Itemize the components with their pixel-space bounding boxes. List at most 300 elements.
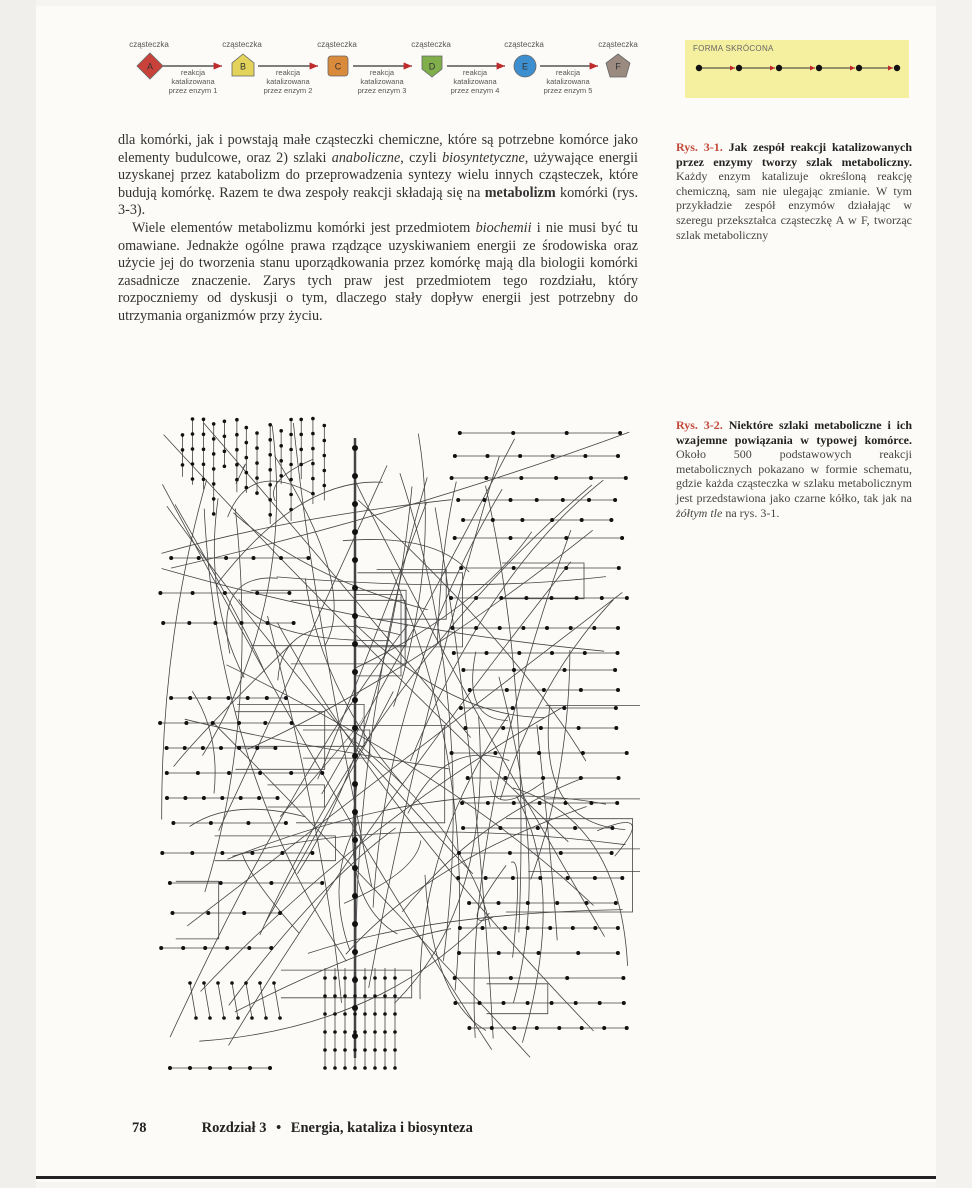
metabolite-dot <box>191 462 195 466</box>
short-dot-d <box>816 65 822 71</box>
metabolite-dot <box>457 851 461 855</box>
metabolite-dot <box>559 851 563 855</box>
molecule-label-e: cząsteczka <box>504 40 544 49</box>
metabolite-dot <box>589 801 593 805</box>
metabolite-dot <box>223 435 227 439</box>
metabolite-dot <box>276 796 280 800</box>
metabolite-dot <box>255 446 259 450</box>
metabolite-dot <box>343 1030 347 1034</box>
molecule-label-b: cząsteczka <box>222 40 262 49</box>
metabolite-dot <box>459 566 463 570</box>
metabolite-dot <box>466 776 470 780</box>
metabolite-dot <box>352 473 358 479</box>
metabolite-dot <box>491 518 495 522</box>
metabolite-dot <box>242 911 246 915</box>
metabolite-dot <box>564 536 568 540</box>
metabolite-dot <box>289 433 293 437</box>
metabolite-dot <box>269 946 273 950</box>
short-dot-c <box>776 65 782 71</box>
metabolite-dot <box>245 426 249 430</box>
metabolite-dot <box>255 491 259 495</box>
metabolite-dot <box>279 429 283 433</box>
enzyme-label-1: reakcja katalizowana przez enzym 1 <box>168 68 218 95</box>
metabolite-dot <box>216 981 220 985</box>
metabolite-dot <box>237 746 241 750</box>
metabolite-dot <box>268 513 272 517</box>
metabolite-dot <box>181 433 185 437</box>
metabolite-dot <box>171 911 175 915</box>
molecule-a-letter: A <box>146 61 154 72</box>
metabolite-dot <box>620 876 624 880</box>
metabolite-dot <box>580 518 584 522</box>
metabolite-dot <box>575 596 579 600</box>
pathway-line <box>491 781 543 800</box>
metabolite-dot <box>563 668 567 672</box>
metabolite-dot <box>602 1026 606 1030</box>
metabolite-dot <box>245 456 249 460</box>
metabolite-dot <box>383 1012 387 1016</box>
metabolite-dot <box>452 651 456 655</box>
metabolite-dot <box>235 433 239 437</box>
pathway-line <box>597 822 632 856</box>
metabolite-dot <box>299 433 303 437</box>
metabolite-dot <box>225 946 229 950</box>
metabolite-dot <box>168 1066 172 1070</box>
metabolite-dot <box>255 591 259 595</box>
metabolite-dot <box>502 1001 506 1005</box>
metabolite-dot <box>453 1001 457 1005</box>
metabolite-dot <box>484 476 488 480</box>
metabolite-dot <box>168 881 172 885</box>
metabolite-dot <box>333 976 337 980</box>
body-text <box>118 132 638 326</box>
metabolite-dot <box>320 771 324 775</box>
metabolite-dot <box>279 556 283 560</box>
metabolite-dot <box>450 751 454 755</box>
metabolite-dot <box>235 448 239 452</box>
metabolite-dot <box>453 536 457 540</box>
metabolite-dot <box>352 557 358 563</box>
metabolite-dot <box>323 994 327 998</box>
metabolite-dot <box>268 423 272 427</box>
metabolic-network-diagram <box>150 408 640 1083</box>
metabolite-dot <box>616 651 620 655</box>
molecule-c-letter: C <box>334 61 342 72</box>
metabolite-dot <box>545 626 549 630</box>
metabolite-dot <box>485 651 489 655</box>
metabolite-dot <box>264 1016 268 1020</box>
pathway-line <box>268 785 325 807</box>
metabolite-dot <box>292 621 296 625</box>
metabolite-dot <box>212 467 216 471</box>
metabolite-dot <box>352 585 358 591</box>
metabolite-dot <box>333 1030 337 1034</box>
metabolite-dot <box>450 626 454 630</box>
metabolite-dot <box>343 1012 347 1016</box>
metabolite-dot <box>520 518 524 522</box>
metabolite-dot <box>581 751 585 755</box>
metabolite-dot <box>279 474 283 478</box>
metabolite-dot <box>165 746 169 750</box>
metabolite-dot <box>456 498 460 502</box>
metabolite-dot <box>373 1012 377 1016</box>
metabolite-dot <box>613 498 617 502</box>
metabolite-dot <box>250 1016 254 1020</box>
metabolite-dot <box>272 981 276 985</box>
metabolite-dot <box>183 796 187 800</box>
enzyme-label-2: reakcja katalizowana przez enzym 2 <box>263 68 313 95</box>
page-edge <box>936 0 972 1188</box>
metabolite-dot <box>524 596 528 600</box>
metabolite-dot <box>223 465 227 469</box>
metabolite-dot <box>323 439 327 443</box>
pathway-line <box>246 983 252 1018</box>
pathway-line <box>356 477 427 995</box>
metabolite-dot <box>512 668 516 672</box>
metabolite-dot <box>273 746 277 750</box>
metabolite-dot <box>268 438 272 442</box>
metabolite-dot <box>161 621 165 625</box>
metabolite-dot <box>278 1016 282 1020</box>
metabolite-dot <box>211 721 215 725</box>
metabolite-dot <box>383 994 387 998</box>
metabolite-dot <box>212 482 216 486</box>
metabolite-dot <box>212 512 216 516</box>
metabolite-dot <box>511 431 515 435</box>
pathway-line <box>353 786 398 934</box>
metabolite-dot <box>333 1066 337 1070</box>
metabolite-dot <box>191 432 195 436</box>
metabolite-dot <box>616 951 620 955</box>
molecule-e-letter: E <box>521 61 529 72</box>
enzyme-label-4: reakcja katalizowana przez enzym 4 <box>450 68 500 95</box>
metabolite-dot <box>245 471 249 475</box>
metabolite-dot <box>393 976 397 980</box>
metabolite-dot <box>311 477 315 481</box>
metabolite-dot <box>299 448 303 452</box>
metabolite-dot <box>235 418 239 422</box>
metabolite-dot <box>202 981 206 985</box>
metabolite-dot <box>624 476 628 480</box>
metabolite-dot <box>613 668 617 672</box>
metabolite-dot <box>373 1048 377 1052</box>
metabolite-dot <box>373 976 377 980</box>
metabolite-dot <box>323 1066 327 1070</box>
short-form-title: FORMA SKRÓCONA <box>693 44 774 53</box>
metabolite-dot <box>191 447 195 451</box>
metabolite-dot <box>284 821 288 825</box>
metabolite-dot <box>461 826 465 830</box>
metabolite-dot <box>493 751 497 755</box>
pathway-line <box>281 970 412 998</box>
metabolite-dot <box>158 721 162 725</box>
metabolite-dot <box>219 881 223 885</box>
metabolite-dot <box>497 951 501 955</box>
metabolite-dot <box>353 976 357 980</box>
metabolite-dot <box>503 776 507 780</box>
metabolite-dot <box>583 454 587 458</box>
metabolite-dot <box>323 454 327 458</box>
metabolite-dot <box>561 498 565 502</box>
short-dot-f <box>894 65 900 71</box>
metabolite-dot <box>187 621 191 625</box>
metabolite-dot <box>209 821 213 825</box>
metabolite-dot <box>550 518 554 522</box>
pathway-line <box>506 819 633 912</box>
molecule-label-c: cząsteczka <box>317 40 357 49</box>
metabolite-dot <box>212 422 216 426</box>
metabolite-dot <box>159 946 163 950</box>
metabolite-dot <box>498 826 502 830</box>
metabolite-dot <box>343 1048 347 1052</box>
metabolite-dot <box>517 651 521 655</box>
metabolite-dot <box>460 801 464 805</box>
pathway-line <box>185 719 449 769</box>
metabolite-dot <box>184 721 188 725</box>
metabolite-dot <box>616 626 620 630</box>
metabolite-dot <box>526 926 530 930</box>
metabolite-dot <box>554 476 558 480</box>
metabolite-dot <box>333 1048 337 1052</box>
metabolite-dot <box>569 626 573 630</box>
metabolite-dot <box>323 976 327 980</box>
metabolite-dot <box>579 776 583 780</box>
metabolite-dot <box>464 726 468 730</box>
metabolite-dot <box>250 851 254 855</box>
metabolite-dot <box>223 420 227 424</box>
metabolite-dot <box>289 448 293 452</box>
metabolite-dot <box>353 1048 357 1052</box>
pathway-line <box>273 459 313 501</box>
metabolite-dot <box>352 669 358 675</box>
metabolite-dot <box>289 493 293 497</box>
caption-figure-3-1: Rys. 3-1. Jak zespół reakcji katalizowanych przez enzymy tworzy szlak metaboliczny. Każdy enzym katalizuje określoną reakcję chemiczną, sam nie ulegając zmianie. W tym przykładzie zespół enzymów działając w szeregu przekształca cząsteczkę A w F, tworząc szlak metaboliczny <box>676 140 912 242</box>
metabolite-dot <box>521 626 525 630</box>
metabolite-dot <box>501 726 505 730</box>
metabolite-dot <box>461 668 465 672</box>
metabolite-dot <box>481 926 485 930</box>
pathway-line <box>513 788 628 966</box>
metabolite-dot <box>320 881 324 885</box>
metabolite-dot <box>171 821 175 825</box>
metabolite-dot <box>565 976 569 980</box>
metabolite-dot <box>363 1048 367 1052</box>
pathway-line <box>167 506 473 874</box>
metabolite-dot <box>352 781 358 787</box>
metabolite-dot <box>290 721 294 725</box>
metabolite-dot <box>616 688 620 692</box>
metabolite-dot <box>550 596 554 600</box>
pathway-line <box>346 807 587 955</box>
metabolite-dot <box>618 431 622 435</box>
metabolite-dot <box>393 1048 397 1052</box>
metabolite-dot <box>393 1066 397 1070</box>
metabolite-dot <box>289 463 293 467</box>
metabolite-dot <box>240 621 244 625</box>
metabolite-dot <box>564 566 568 570</box>
pathway-line <box>176 881 219 939</box>
molecule-d-letter: D <box>428 61 436 72</box>
metabolite-dot <box>237 721 241 725</box>
metabolite-dot <box>248 1066 252 1070</box>
pathway-line <box>408 755 510 813</box>
metabolite-dot <box>352 865 358 871</box>
metabolite-dot <box>616 926 620 930</box>
metabolite-dot <box>490 1026 494 1030</box>
metabolite-dot <box>620 536 624 540</box>
metabolite-dot <box>352 893 358 899</box>
metabolite-dot <box>579 688 583 692</box>
metabolite-dot <box>518 454 522 458</box>
enzyme-label-5: reakcja katalizowana przez enzym 5 <box>543 68 593 95</box>
metabolite-dot <box>352 949 358 955</box>
metabolite-dot <box>352 753 358 759</box>
metabolite-dot <box>519 476 523 480</box>
metabolite-dot <box>478 1001 482 1005</box>
metabolite-dot <box>512 566 516 570</box>
short-dot-e <box>856 65 862 71</box>
metabolite-dot <box>551 454 555 458</box>
metabolite-dot <box>212 497 216 501</box>
metabolite-dot <box>482 498 486 502</box>
metabolite-dot <box>181 463 185 467</box>
molecule-label-a: cząsteczka <box>129 40 169 49</box>
metabolite-dot <box>537 751 541 755</box>
metabolite-dot <box>555 901 559 905</box>
metabolite-dot <box>353 1030 357 1034</box>
short-form-diagram <box>685 40 909 98</box>
metabolite-dot <box>363 976 367 980</box>
metabolite-dot <box>289 771 293 775</box>
metabolite-dot <box>539 726 543 730</box>
metabolite-dot <box>449 596 453 600</box>
metabolite-dot <box>263 721 267 725</box>
metabolite-dot <box>323 1048 327 1052</box>
metabolite-dot <box>550 651 554 655</box>
pathway-line <box>204 983 210 1018</box>
figure-3-1-pathway <box>120 38 665 108</box>
metabolic-network-figure <box>150 408 640 1083</box>
metabolite-dot <box>511 876 515 880</box>
metabolite-dot <box>268 468 272 472</box>
metabolite-dot <box>207 696 211 700</box>
metabolite-dot <box>393 1030 397 1034</box>
metabolite-dot <box>235 478 239 482</box>
metabolite-dot <box>353 1012 357 1016</box>
metabolite-dot <box>306 556 310 560</box>
metabolite-dot <box>223 450 227 454</box>
metabolite-dot <box>299 463 303 467</box>
metabolite-dot <box>457 951 461 955</box>
paragraph-1: dla komórki, jak i powstają małe cząsteczki chemiczne, które są potrzebne komórce jako elementy budulcowe, oraz 2) szlaki anaboliczne, czyli biosyntetyczne, używające energii uzyskanej przez katabolizm do przeprowadzenia syntezy wielu innych cząsteczek, które budują komórkę. Razem te dwa zespoły reakcji składają się na metabolizm komórki (rys. 3-3). <box>118 132 638 219</box>
metabolite-dot <box>279 459 283 463</box>
metabolite-dot <box>246 696 250 700</box>
metabolite-dot <box>196 771 200 775</box>
metabolite-dot <box>268 483 272 487</box>
metabolite-dot <box>499 596 503 600</box>
metabolite-dot <box>593 876 597 880</box>
metabolite-dot <box>165 771 169 775</box>
metabolite-dot <box>247 946 251 950</box>
metabolite-dot <box>461 518 465 522</box>
metabolite-dot <box>535 498 539 502</box>
metabolite-dot <box>622 1001 626 1005</box>
metabolite-dot <box>352 809 358 815</box>
metabolite-dot <box>542 688 546 692</box>
metabolite-dot <box>587 498 591 502</box>
metabolite-dot <box>508 851 512 855</box>
metabolite-dot <box>212 437 216 441</box>
pathway-line <box>239 599 390 640</box>
metabolite-dot <box>279 444 283 448</box>
metabolite-dot <box>287 591 291 595</box>
metabolite-dot <box>230 981 234 985</box>
metabolite-dot <box>509 976 513 980</box>
metabolite-dot <box>188 981 192 985</box>
metabolite-dot <box>352 837 358 843</box>
metabolite-dot <box>323 424 327 428</box>
metabolite-dot <box>621 976 625 980</box>
metabolite-dot <box>536 826 540 830</box>
metabolite-dot <box>202 418 206 422</box>
metabolite-dot <box>333 1012 337 1016</box>
metabolite-dot <box>353 994 357 998</box>
metabolite-dot <box>169 556 173 560</box>
metabolite-dot <box>458 431 462 435</box>
metabolite-dot <box>535 1026 539 1030</box>
metabolite-dot <box>352 1005 358 1011</box>
metabolite-dot <box>165 796 169 800</box>
metabolite-dot <box>537 951 541 955</box>
metabolite-dot <box>280 851 284 855</box>
metabolite-dot <box>202 463 206 467</box>
metabolite-dot <box>509 536 513 540</box>
metabolite-dot <box>311 492 315 496</box>
metabolite-dot <box>562 706 566 710</box>
metabolite-dot <box>220 796 224 800</box>
metabolite-dot <box>223 591 227 595</box>
metabolite-dot <box>201 746 205 750</box>
metabolite-dot <box>203 946 207 950</box>
metabolite-dot <box>617 776 621 780</box>
metabolite-dot <box>363 1012 367 1016</box>
metabolite-dot <box>625 1026 629 1030</box>
metabolite-dot <box>239 796 243 800</box>
metabolite-dot <box>244 981 248 985</box>
metabolite-dot <box>373 994 377 998</box>
metabolite-dot <box>352 725 358 731</box>
metabolite-dot <box>258 771 262 775</box>
metabolite-dot <box>222 1016 226 1020</box>
metabolite-dot <box>206 911 210 915</box>
metabolite-dot <box>202 478 206 482</box>
short-form-box <box>685 40 909 98</box>
metabolite-dot <box>550 1001 554 1005</box>
metabolite-dot <box>323 1012 327 1016</box>
metabolite-dot <box>236 1016 240 1020</box>
metabolite-dot <box>393 994 397 998</box>
metabolite-dot <box>589 476 593 480</box>
metabolite-dot <box>181 946 185 950</box>
metabolite-dot <box>459 706 463 710</box>
metabolite-dot <box>343 1066 347 1070</box>
metabolite-dot <box>266 621 270 625</box>
bottom-rule <box>36 1176 936 1179</box>
metabolite-dot <box>580 1026 584 1030</box>
pathway-line <box>473 652 508 721</box>
metabolite-dot <box>269 881 273 885</box>
metabolite-dot <box>255 476 259 480</box>
